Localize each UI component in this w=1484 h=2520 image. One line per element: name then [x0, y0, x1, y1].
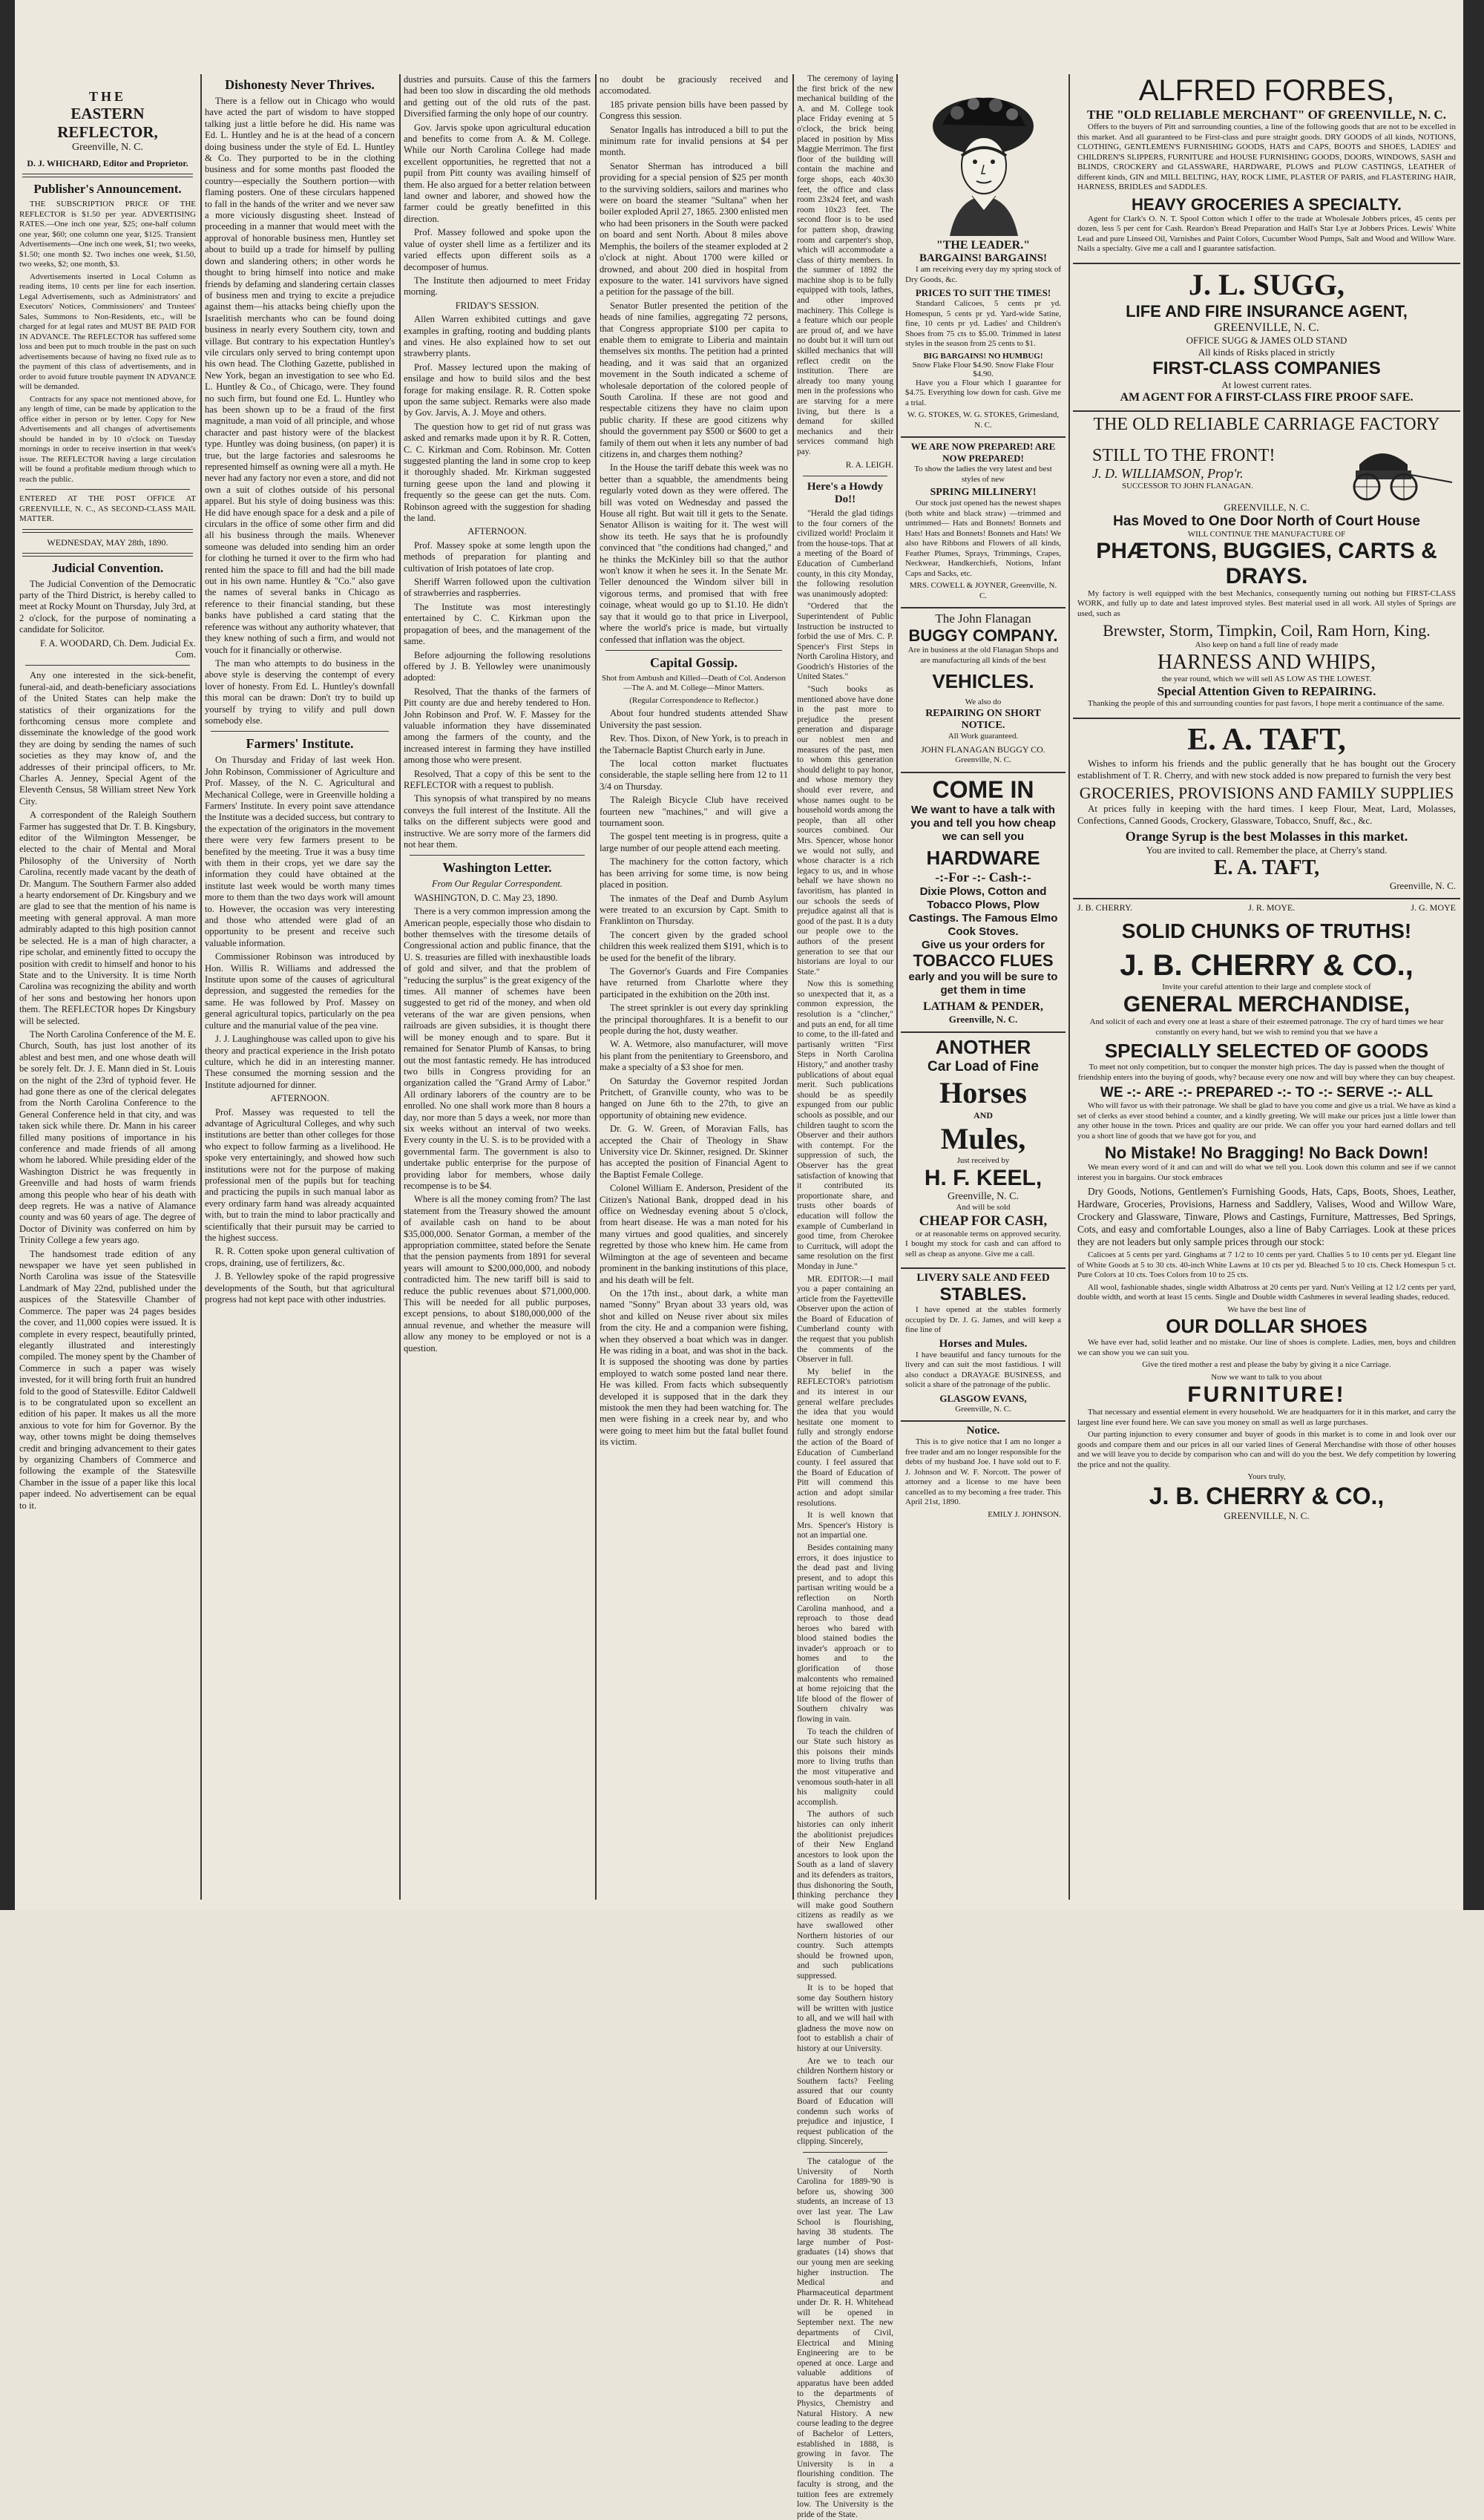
- sold: And will be sold: [956, 1203, 1011, 1212]
- article-text: Are we to teach our children Northern history or Southern facts? Feeling assured that our county Board of Education will condemn such works of prejudice and injustice, I request publication of the clipping. Sincerely,: [797, 2056, 893, 2147]
- divider: [803, 2152, 887, 2153]
- forbes-heavy: HEAVY GROCERIES A SPECIALTY.: [1132, 194, 1402, 214]
- sugg-agent: AM AGENT FOR A FIRST-CLASS FIRE PROOF SAFE.: [1120, 390, 1414, 404]
- big-bargains: BIG BARGAINS! NO HUMBUG!: [923, 351, 1043, 361]
- stables-heading: STABLES.: [939, 1284, 1027, 1305]
- ad-text: To show the ladies the very latest and best styles of new: [914, 465, 1052, 484]
- carriage-springs: Brewster, Storm, Timpkin, Coil, Ram Horn, King.: [1103, 621, 1431, 640]
- buggy-icon: [1337, 435, 1456, 502]
- ad-text: Who will favor us with their patronage. We shall be glad to have you come and give us a trial. We have as kind a set of clerks as ever stood behind a counter, and a kindly greeting. We will make our prices just a little lower than any other house in the town. Prices and quality are our pride. We can offer you your hard earned dollars and tell you a short line of goods that we have got for you, and: [1077, 1101, 1456, 1141]
- ad-text: Give the tired mother a rest and please the baby by giving it a nice Carriage.: [1142, 1360, 1391, 1369]
- mules-heading: Mules,: [940, 1121, 1026, 1155]
- article-text: Before adjourning the following resolutions offered by J. B. Yellowley were unanimously adopted:: [404, 649, 591, 683]
- cherry-shoes: OUR DOLLAR SHOES: [1166, 1315, 1368, 1337]
- article-text: The Governor's Guards and Fire Companies have returned from Charlotte where they participated in the exhibition on the 20th inst.: [600, 965, 788, 1000]
- article-text: Commissioner Robinson was introduced by Hon. Willis R. Williams and addressed the Institute upon some of the causes of agricultural depression, and suggested the remedies for the same. He was followed by Prof. Massey on general agricultural topics, particularly on the pea culture and the manurial value of the pea vine.: [205, 951, 395, 1031]
- masthead-place: Greenville, N. C.: [71, 142, 144, 153]
- carriage-row: [1077, 435, 1456, 502]
- column-rule: [595, 74, 597, 1900]
- masthead-the: THE: [88, 89, 126, 104]
- livery-ad: [901, 1269, 1066, 1422]
- column-rule: [792, 74, 794, 1900]
- article-text: R. R. Cotten spoke upon general cultivation of crops, draining, use of fertilizers, &c.: [205, 1246, 395, 1268]
- article-text: A correspondent of the Raleigh Southern Farmer has suggested that Dr. T. B. Kingsbury, editor of the Wilmington Messenger, be elected to the chair of Mental and Moral Philosophy of the University of North Carolina, recently made vacant by the death of Dr. Mangum. The Southern Farmer also added a hearty endorsement of Dr. Kingsbury and we are glad to see that the mention of his name is meeting with general approval. A man more admirably adapted to this high position cannot be selected. He is a man of high character, a ripe scholar, and eminently fitted to occupy the position with credit to himself and honor to his State and to the University. It is time North Carolina was recognizing the ability and worth of her sons and bestowing her honors upon them. The REFLECTOR hopes Dr Kingsbury will be selected.: [19, 810, 196, 1026]
- column-7-ads: [1073, 71, 1460, 1897]
- cherry-talk: Now we want to talk to you about: [1211, 1372, 1322, 1382]
- for-cash: -:-For -:- Cash-:-: [935, 869, 1031, 885]
- carriage-harness: HARNESS AND WHIPS,: [1157, 650, 1376, 674]
- flanagan-title: The John Flanagan: [935, 611, 1031, 626]
- article-text: On the 17th inst., about dark, a white man named "Sonny" Bryan about 33 years old, was shot and killed on Neuse river about six miles from the city. He and a companion were fishing, when they observed a boat which was in danger. He was riding in a boat, and was shot in the back. It is supposed the shooting was done by parties employed to watch some posted land near there. He was killed. From facts which subsequently developed it is supposed that in the dark they mistook the men they had been watching for. The men were fishing in a creek near by, and who were going to meet him but the fatal bullet found its victim.: [600, 1287, 788, 1448]
- sugg-place: GREENVILLE, N. C.: [1214, 321, 1319, 334]
- article-text: To teach the children of our State such history as this poisons their minds more to living truths than the most vituperative and venomous south-hater in all his malignity could accomplish.: [797, 1727, 893, 1807]
- article-text: Prof. Massey followed and spoke upon the value of oyster shell lime as a fertilizer and its varied effects upon different soils as a decomposer of humus.: [404, 227, 591, 272]
- announce-text2: Advertisements inserted in Local Column as reading items, 10 cents per line for each insertion. Legal Advertisements, such as Administrators' and Executors' Notices, Commissioners' and Trustees' Sales, Summons to Non-Residents, etc., will be charged for at legal rates and MUST BE PAID FOR IN ADVANCE. The REFLECTOR has suffered some loss and been put to much trouble in the past on such advertisements because of having no fixed rule as to the payment of this class of advertisements, and in order to avoid future trouble payment IN ADVANCE will be demanded.: [19, 272, 196, 391]
- judicial-sign: F. A. WOODARD, Ch. Dem. Judicial Ex. Com.: [39, 637, 196, 660]
- latham-place: Greenville, N. C.: [948, 1013, 1018, 1025]
- another-heading: ANOTHER: [935, 1035, 1031, 1058]
- article-text: Senator Sherman has introduced a bill providing for a special pension of $25 per month to the surviving soldiers, sailors and marines who were on board the steamer "Sultana" when her boiler exploded April 27, 1865. 2300 enlisted men who had been prisoners in the South were packed on board and sent North. About 8 miles above Memphis, the boilers of the steamer exploded at 2 o'clock at night. About 1700 were killed or drowned, and about 200 died in hospital from exposure to the water. 141 survivors have signed a petition for the passage of the bill.: [600, 160, 788, 298]
- article-text: Any one interested in the sick-benefit, funeral-aid, and death-beneficiary associations of the United States can help make the statistics of their organizations for the forthcoming census more complete and disseminate the knowledge of the good work they are doing by sending the names of such societies as they may know of, and the addresses of their principal officers, to Mr. Charles A. Jenney, Special Agent of the Eleventh Census, 58 William street New York City.: [19, 670, 196, 807]
- article-text: The machinery for the cotton factory, which has been arriving for some time, is now being placed in position.: [600, 856, 788, 890]
- article-text: On Thursday and Friday of last week Hon. John Robinson, Commissioner of Agriculture and Prof. Massey, of the N. C. Agricultural and Mechanical College, were in Greenville holding a Farmers' Institute. In every point save attendance the Institute was a decided success, but contrary to the expectation of the originators in the movement there were very few farmers present to be benefited by the meeting. True it was a busy time with them in their crops, yet we dare say the information they could have obtained at the institute last week would be worth many times more to them than the two days work will amount to. However, the occasion was very interesting and those who attended were glad of an opportunity to be present and receive such valuable information.: [205, 755, 395, 948]
- masthead-name: EASTERN REFLECTOR,: [57, 105, 158, 141]
- horses-ad: [901, 1033, 1066, 1270]
- washington-date: WASHINGTON, D. C. May 23, 1890.: [414, 892, 558, 903]
- announce-text3: Contracts for any space not mentioned above, for any length of time, can be made by application to the office either in person or by letter. Copy for New Advertisements and all changes of advertisements should be handed in by 10 o'clock on Tuesday mornings in order to receive insertion in that week's issue. The REFLECTOR having a large circulation will be found a profitable medium through which to reach the public.: [19, 394, 196, 484]
- washington-sub: From Our Regular Correspondent.: [431, 879, 563, 890]
- article-text: The man who attempts to do business in the above style is deserving the contempt of every lover of honesty. From Ed. L. Huntley's downfall this moral can be drawn: Don't try to build up yourself by trying to vilify and pull down somebody else.: [205, 657, 395, 726]
- cherry-name: J. B. CHERRY & CO.,: [1120, 948, 1414, 982]
- farmers-title: Farmers' Institute.: [246, 736, 354, 752]
- ad-text: Our stock just opened has the newest shapes (both white and black straw) —trimmed and untrimmed— Hats and Bonnets! Bonnets and Hats! Hats and Bonnets! Bonnets and Hats! We also have Ribbons and Flowers of all kinds, Feather Plumes, Sprays, Trimmings, Crapes, Neckwear, Handkerchiefs, Notions, Infant Caps and Sacks, etc.: [905, 499, 1061, 578]
- article-text: The gospel tent meeting is in progress, quite a large number of our people attend each meeting.: [600, 831, 788, 853]
- millinery-ad: [901, 438, 1066, 608]
- flanagan-sign: JOHN FLANAGAN BUGGY CO.: [921, 744, 1045, 755]
- taft-orange: Orange Syrup is the best Molasses in this market.: [1125, 828, 1408, 844]
- partner-name: J. G. MOYE: [1411, 902, 1456, 913]
- leader-ad: [901, 82, 1066, 438]
- column-rule: [200, 74, 202, 1900]
- cherry-chunks: SOLID CHUNKS OF TRUTHS!: [1121, 919, 1412, 942]
- article-text: "Herald the glad tidings to the four corners of the civilized world! Proclaim it from the house-tops. That at a meeting of the Board of Education of Cumberland county, in this city Monday, the following resolution was unanimously adopted:: [797, 508, 893, 599]
- article-text: The concert given by the graded school children this week realized them $191, which is to be used for the benefit of the library.: [600, 929, 788, 963]
- article-text: "Such books as mentioned above have done in the past more to prejudice the present generation and disparage our noblest men and measures of the past, men to whom this generation should delight to pay honor, and whose memory they should ever revere, and whose names ought to be household words among the people, than all other sources combined. Our Mrs. Spencer, whose honor we would not sully, and whose character is a rich legacy to us, and in whose behalf we have shown no favoritism, has planted in our schools the seeds of prejudice against all that is good of the past. It is a duty our people owe to the authors of the present generation to see that our historians are loyal to our State.": [797, 685, 893, 977]
- prices-title: PRICES TO SUIT THE TIMES!: [915, 287, 1051, 298]
- judicial-text: The Judicial Convention of the Democratic party of the Third District, is hereby called to meet at Rocky Mount on Thursday, July 3rd, at 2 o'clock, for the purpose of nominating a candidate for Solicitor.: [19, 578, 196, 635]
- ad-text: To meet not only competition, but to conquer the monster high prices. The day is passed when the thought of friendship enters into the buying of goods, why? because every one now and will buy where they can buy cheapest.: [1078, 1063, 1455, 1082]
- column-6-ads: [901, 82, 1066, 1907]
- article-text: Prof. Massey spoke at some length upon the methods of preparation for planting and cultivation of Irish potatoes of late crop.: [404, 539, 591, 574]
- ad-text: All wool, fashionable shades, single width Albatross at 20 cents per yard. Nun's Veiling at 12 1/2 cents per yard, double width, and worth at least 15 cents. Single and Double width Cashmeres in several leading shades, reduced.: [1077, 1282, 1456, 1302]
- leader-caption: "THE LEADER.": [936, 239, 1031, 252]
- cowell-sign: MRS. COWELL & JOYNER, Greenville, N. C.: [909, 581, 1057, 600]
- announce-text: THE SUBSCRIPTION PRICE OF THE REFLECTOR is $1.50 per year. ADVERTISING RATES.—One inch one year, $25; one-half column one year, $60; one column one year, $125. Transient Advertisements—One inch one week, $1; two weeks, $1.50; one month $2. Two inches one week, $1.50, two weeks, $2; one month, $3.: [19, 200, 196, 269]
- flanagan-place: Greenville, N. C.: [955, 755, 1011, 764]
- forbes-ad: [1073, 71, 1460, 264]
- cherry-general: GENERAL MERCHANDISE,: [1123, 992, 1411, 1017]
- masthead-editor: D. J. WHICHARD, Editor and Proprietor.: [27, 158, 188, 168]
- scan-border-left: [0, 0, 15, 1910]
- ad-text: Have you a Flour which I guarantee for $4.75. Everything low down for cash. Give me a trial.: [905, 378, 1061, 407]
- judicial-title: Judicial Convention.: [51, 560, 164, 575]
- ad-text: Offers to the buyers of Pitt and surrounding counties, a line of the following goods that are not to be excelled in this market. And all guaranteed to be First-class and pure straight goods. DRY GOODS of all kinds, NOTIONS, CLOTHING, GENTLEMEN'S FURNISHING GOODS, HATS and CAPS, BOOTS and SHOES, LADIES' and CHILDREN'S SLIPPERS, FURNITURE and HOUSE FURNISHING GOODS, DOORS, WINDOWS, SASH and BLINDS, CROCKERY and GLASSWARE, HARDWARE, PLOWS and PLOW CASTINGS, LEATHER of different kinds, GIN and MILL BELTING, HAY, ROCK LIME, PLASTER OF PARIS, and FLASTERING HAIR, HARNESS, BRIDLES and SADDLES.: [1077, 122, 1456, 191]
- latham-sign: LATHAM & PENDER,: [923, 1000, 1043, 1013]
- article-text: Besides containing many errors, it does injustice to the dead past and living present, and to adopt this partisan writing would be a reflection on North Carolina manhood, and a reproach to those dead heroes who bared with blood stained bodies the invader's approach or to homes and to the glorification of those malcontents who remained at home rejoicing that the life blood of the flower of Southern chivalry was flowing in vain.: [797, 1543, 893, 1725]
- sugg-risks: All kinds of Risks placed in strictly: [1198, 346, 1336, 358]
- article-text: The inmates of the Deaf and Dumb Asylum were treated to an excursion by Capt. Smith to Franklinton on Thursday.: [600, 893, 788, 927]
- ad-text: At prices fully in keeping with the hard times. I keep Flour, Meat, Lard, Molasses, Confections, Canned Goods, Crockery, Glassware, Tobacco, Snuff, &c., &c.: [1077, 802, 1456, 826]
- scan-border-right: [1463, 0, 1484, 1910]
- washington-title: Washington Letter.: [442, 860, 552, 876]
- woman-portrait-icon: [928, 88, 1039, 236]
- cherry-invite: Invite your careful attention to their large and complete stock of: [1162, 982, 1371, 991]
- ad-text: Thanking the people of this and surrounding counties for past favors, I hope merit a continuance of the same.: [1088, 699, 1445, 708]
- article-text: Dr. G. W. Green, of Moravian Falls, has accepted the Chair of Theology in Shaw University vice Dr. Skinner, resigned. Dr. Skinner has accepted the position of Financial Agent to the Baptist Female College.: [600, 1123, 788, 1180]
- ad-text: I have beautiful and fancy turnouts for the livery and can suit the most fastidious. I will also conduct a DRAYAGE BUSINESS, and solicit a share of the patronage of the public.: [905, 1350, 1061, 1389]
- article-text: The North Carolina Conference of the M. E. Church, South, has just lost another of its ablest and best men, and one whose death will be sorely felt. Dr. J. E. Mann died in St. Louis on the night of the 23rd of typhoid fever. He had gone there as one of the clerical delegates from the North Carolina Conference to the General Conference held in that city, and was taken sick while there. Dr. Mann in his career filled many positions of importance in his conference and made friends of all among whom he labored. While presiding elder of the Washington District he was frequently in Greenville and had hosts of warm friends among this people who hear of his death with deep regrets. He was a native of Alamance county and was 60 years of age. The degree of Doctor of Divinity was conferred on him by Trinity College a few years ago.: [19, 1028, 196, 1246]
- carriage-info: [1077, 446, 1337, 490]
- flues-heading: TOBACCO FLUES: [913, 951, 1054, 970]
- cherry-best: We have the best line of: [1227, 1305, 1306, 1314]
- vehicles-heading: VEHICLES.: [932, 670, 1034, 692]
- article-text: My belief in the REFLECTOR's patriotism and its interest in our general welfare precludes the idea that you would hesitate one moment to fully and strongly endorse the action of the Board of Education of Cumberland county. I feel assured that the Board of Education of Pitt will commend this action and adopt similar resolutions.: [797, 1367, 893, 1508]
- taft-invite: You are invited to call. Remember the place, at Cherry's stand.: [1146, 844, 1388, 856]
- article-text: Sheriff Warren followed upon the cultivation of strawberries and raspberries.: [404, 577, 591, 599]
- car-load: Car Load of Fine: [928, 1058, 1039, 1074]
- flour-price: Snow Flake Flour $4.90. Snow Flake Flour $4.90.: [912, 360, 1054, 378]
- article-text: On Saturday the Governor respited Jordan Pritchett, of Granville county, who was to be hanged on June 6th to the 27th, to give an opportunity of obtaining new evidence.: [600, 1075, 788, 1120]
- taft-place: Greenville, N. C.: [1389, 879, 1456, 891]
- howdy-title: Here's a Howdy Do!!: [807, 480, 884, 505]
- bargains-heading: BARGAINS! BARGAINS!: [919, 252, 1048, 264]
- section-label: AFTERNOON.: [270, 1093, 329, 1104]
- divider: [605, 650, 782, 651]
- cheap-heading: CHEAP FOR CASH,: [919, 1213, 1048, 1229]
- divider: [22, 553, 193, 557]
- gossip-title: Capital Gossip.: [649, 654, 738, 670]
- and-word: AND: [974, 1109, 993, 1120]
- dishonesty-title: Dishonesty Never Thrives.: [225, 77, 375, 92]
- section-label: FRIDAY'S SESSION.: [455, 300, 539, 311]
- column-rule: [1068, 74, 1070, 1900]
- sugg-office: OFFICE SUGG & JAMES OLD STAND: [1186, 334, 1347, 346]
- column-3: [404, 74, 591, 1900]
- notice-ad: [901, 1422, 1066, 1523]
- section-label: AFTERNOON.: [467, 526, 527, 537]
- ad-text: Dry Goods, Notions, Gentlemen's Furnishing Goods, Hats, Caps, Boots, Shoes, Leather, Hardware, Groceries, Provisions, Harness and Saddlery, Valises, Wood and Willow Ware, Crockery and Glassware, Tinware, Plows and Castings, Furniture, Mattresses, Bed Springs, Cots, and easy and comfortable Lounges, also a line of Baby Carriages. Look at these prices they are not leaders but only sample prices through our stock:: [1077, 1186, 1456, 1247]
- guaranteed: All Work guaranteed.: [948, 731, 1019, 741]
- ad-text: This is to give notice that I am no longer a free trader and am no longer responsible for the debts of my husband Joe. I have sold out to F. J. Johnson and W. F. Norcott. The power of attorney and a license to me have been cancelled as to my becoming a free trader. This April 21st, 1890.: [905, 1437, 1061, 1506]
- hardware-ad: [901, 773, 1066, 1033]
- carriage-successor: SUCCESSOR TO JOHN FLANAGAN.: [1122, 481, 1253, 490]
- article-text: MR. EDITOR:—I mail you a paper containing an article from the Fayetteville Observer upon the action of the Board of Education of Cumberland county with the request that you publish the comments of the Observer in full.: [797, 1274, 893, 1365]
- ad-text: or at reasonable terms on approved security. I bought my stock for cash and can afford to sell as cheap as anyone. Give me a call.: [905, 1229, 1061, 1259]
- cherry-special: SPECIALLY SELECTED OF GOODS: [1104, 1040, 1429, 1062]
- ad-text: early and you will be sure to get them in time: [908, 970, 1058, 997]
- carriage-also: Also keep on hand a full line of ready made: [1195, 640, 1339, 649]
- cherry-place: GREENVILLE, N. C.: [1224, 1509, 1310, 1521]
- glasgow-sign: GLASGOW EVANS,: [939, 1392, 1027, 1404]
- article-text: Senator Butler presented the petition of the heads of nine families, aggregating 72 persons, that Congress appropriate $100 per capita to enable them to emigrate to Liberia and maintain themselves six months. The petition had a printed heading, and it was said that an organized movement in the South indicated a scheme of wholesale deportation of the colored people of South Carolina. If these are not good and respectable citizens they have no claim upon public charity. If these are good citizens why should the government pay $500 or $600 to get a family of them out when it lets any number of bad citizens in, and charges them nothing?: [600, 300, 788, 459]
- article-text: The local cotton market fluctuates considerable, the staple selling here from 12 to 11 3/4 on Thursday.: [600, 758, 788, 792]
- carriage-place: GREENVILLE, N. C.: [1224, 501, 1310, 513]
- article-text: "Ordered that the Superintendent of Public Instruction be instructed to forbid the use of Mrs. C. P. Spencer's First Steps in North Carolina History, and Goodrich's Histories of the United States.": [797, 602, 893, 682]
- carriage-repair: Special Attention Given to REPAIRING.: [1157, 684, 1376, 698]
- keel-place: Greenville, N. C.: [947, 1191, 1020, 1202]
- article-text: The Institute was most interestingly entertained by C. C. Kirkman upon the propagation of bees, and the management of the same.: [404, 601, 591, 647]
- article-text: The street sprinkler is out every day sprinkling the principal thoroughfares. It is a benefit to our people during the hot, dusty weather.: [600, 1003, 788, 1036]
- article-text: About four hundred students attended Shaw University the past session.: [600, 708, 788, 730]
- ad-text: We mean every word of it and can and will do what we tell you. Look down this column and see if we cannot interest you in bargains. Our stock embraces: [1077, 1163, 1456, 1182]
- cherry-furniture: FURNITURE!: [1187, 1382, 1346, 1407]
- article-text: Colonel William E. Anderson, President of the Citizen's National Bank, dropped dead in his office on Wednesday evening about 5 o'clock, from heart disease. He was a man noted for his many virtues and good qualities, and sincerely regretted by those who knew him. He came from Wilmington at the age of seventeen and became prominent in the banking institutions of this place, and his death will be felt.: [600, 1183, 788, 1285]
- flanagan-company: BUGGY COMPANY.: [908, 626, 1058, 645]
- carriage-moved: Has Moved to One Door North of Court House: [1113, 513, 1420, 529]
- article-text: Resolved, That the thanks of the farmers of Pitt county are due and hereby tendered to Hon. John Robinson and Prof. W. F. Massey for the valuable information they have disseminated among the farmers of the county, and the increased interest in farming they have instilled among those who were present.: [404, 686, 591, 766]
- flanagan-ad: [901, 608, 1066, 773]
- article-text: The Raleigh Bicycle Club have received fourteen new "machines," and will give a tournament soon.: [600, 795, 788, 829]
- millinery-heading: SPRING MILLINERY!: [930, 487, 1037, 498]
- entered-notice: ENTERED AT THE POST OFFICE AT GREENVILLE, N. C., AS SECOND-CLASS MAIL MATTER.: [19, 494, 196, 523]
- livery-heading: LIVERY SALE AND FEED: [916, 1272, 1050, 1284]
- ad-text: Standard Calicoes, 5 cents pr yd. Homespun, 5 cents pr yd. Yard-wide Satine, fine, 10 cents pr yd. Ladies' and Children's Shoes from 75 cts to $5.00. Trimmed in latest styles in the season from 25 cents to $1.: [905, 299, 1061, 348]
- ad-text: We want to have a talk with you and tell you how cheap we can sell you: [910, 803, 1056, 843]
- prepared-heading: WE ARE NOW PREPARED! ARE NOW PREPARED!: [910, 441, 1056, 464]
- article-text: Rev. Thos. Dixon, of New York, is to preach in the Tabernacle Baptist Church early in June.: [600, 733, 788, 755]
- divider: [25, 489, 190, 490]
- sugg-first: FIRST-CLASS COMPANIES: [1152, 358, 1381, 378]
- article-text: There is a fellow out in Chicago who would have acted the part of wisdom to have stopped talking just a little before he did. His name was Ed. L. Huntley and he is at the head of a concern doing business under the style of Ed. L. Huntley & Co. They purported to be in the clothing business and for some months past flooded the country—especially the Southern portion—with flaming posters. One of these circulars happened to fall in the hands of the writer and we never saw a more viciously disgusting sheet. Instead of proceeding in a manner that would meet with the approval of honorable business men, Huntley set about to build up a trade for himself by pulling down and slandering others; in other words he thought to bring himself into notice and make friends by defaming and slandering certain classes of business men and trying to excite a prejudice against them—his attacks being chiefly upon the Israelitish merchants who can be found doing business in nearly every Southern city, town and village. But contrary to his expectation Huntley's vile circulars only served to bring contempt upon his own head. The Clothing Gazette, published in New York, began an investigation to see who Ed. L. Huntley & Co., of Chicago, were. They found no such firm, but found one Ed. L. Huntley who has been shown up to be a fraud of the first magnitude, a man void of all principle, and whose character and past history were of the blackest type. Huntley was doing business, (on paper) it is true, but the large factories and salesrooms he represented himself as owning were all a myth. He never had any factory nor even a store, and did not own a suit of clothes outside of his personal apparel. But his style of doing business was this: He did have enough space for a desk and a pile of circulars in the office of some other firm and did all his business through the mails. Whenever someone was deluded into sending him an order for clothing he turned it over to the firm who had rented him the space to fill and had the bill made out in his own name. Huntley & "Co." also gave the names of several banks in Chicago as reference to their financial standing, but these banks have published a card stating that the reference was without any authority whatever, that they knew nothing of such a firm, and would not vouch for it financially or otherwise.: [205, 96, 395, 655]
- ad-text: Are in business at the old Flanagan Shops and are manufacturing all kinds of the best: [907, 646, 1059, 665]
- article-text: It is well known that Mrs. Spencer's History is not an impartial one.: [797, 1511, 893, 1540]
- sugg-ad: [1073, 264, 1460, 412]
- article-text: It is to be hoped that some day Southern history will be written with justice to all, and we will hail with gladness the move now on foot to establish a chair of history at our University.: [797, 1983, 893, 2054]
- article-text: The catalogue of the University of North Carolina for 1889-'90 is before us, showing 300 students, an increase of 13 over last year. The Law School is flourishing, having 38 students. The large number of Post-graduates (14) shows that our young men are seeking higher instruction. The Medical and Pharmaceutical department under Dr. R. H. Whitehead will be opened in September next. The new departments of Civil, Electrical and Mining Engineering are to be opened at once. Large and valuable additions of apparatus have been added to the departments of Physics, Chemistry and Natural History. A new course leading to the degree of Bachelor of Letters, established in 1888, is growing in favor. The University is in a flourishing condition. The faculty is strong, and the tuition fees are extremely low. The University is the pride of the State.: [797, 2156, 893, 2519]
- stokes-sign: W. G. STOKES, W. G. STOKES, Grimesland, N. C.: [907, 410, 1060, 430]
- ad-text: I have opened at the stables formerly occupied by Dr. J. G. James, and will keep a fine line of: [905, 1305, 1061, 1334]
- article-text: dustries and pursuits. Cause of this the farmers had been too slow in discarding the old methods and getting out of the old ruts of the past. Diversified farming the only hope of our country.: [404, 74, 591, 119]
- article-text: Prof. Massey lectured upon the making of ensilage and how to build silos and the best forage for making ensilage. R. R. Cotten spoke upon the same subject. Remarks were also made by Gov. Jarvis, A. J. Moye and others.: [404, 361, 591, 419]
- ad-text: Dixie Plows, Cotton and Tobacco Plows, Plow Castings. The Famous Elmo Cook Stoves.: [908, 885, 1058, 938]
- cherry-prepared: WE -:- ARE -:- PREPARED -:- TO -:- SERVE -:- ALL: [1100, 1085, 1434, 1100]
- partner-name: J. B. CHERRY.: [1077, 902, 1133, 913]
- sugg-name: J. L. SUGG,: [1188, 267, 1345, 301]
- article-text: Gov. Jarvis spoke upon agricultural education and benefits to come from A. & M. College. While our North Carolina College had made excellent opportunities, he regretted that not a pupil from Pitt county was availing himself of them. He also argued for a better relation between land owner and laborer, and showed how the farmer could be greatly benefitted in this direction.: [404, 122, 591, 224]
- ad-text: Agent for Clark's O. N. T. Spool Cotton which I offer to the trade at Wholesale Jobbers prices, 45 cents per dozen, less 5 per cent for Cash. Reardon's Bread Preparation and Hall's Star Lye at Jobbers Prices. Lewis' White Lead and pure Linseed Oil, Varnishes and Paint Colors, Cucumber Wood Pumps, Salt and Wood and Willow Ware. Nails a specialty. Give me a call and I guarantee satisfaction.: [1077, 214, 1456, 253]
- carriage-low: the year round, which we will sell AS LOW AS THE LOWEST.: [1161, 674, 1372, 683]
- ad-text: My factory is well equipped with the best Mechanics, consequently turning out nothing but FIRST-CLASS WORK, and fully up to date and latest improved styles. Best material used in all work. All styles of Springs are used, such as: [1077, 588, 1456, 618]
- article-text: The authors of such histories can only inherit the abolitionist prejudices of their New England ancestors to look upon the South as a land of slavery and its defenders as traitors, thus dishonoring the South, thinking perchance they will make good Southern citizens as readily as we have swallowed other Northern histories of our country. Such attempts should be frowned upon, and such publications suppressed.: [797, 1810, 893, 1981]
- article-text: Where is all the money coming from? The last statement from the Treasury showed the amount of available cash on hand to be about $35,000,000. Senator Gorman, a member of the appropriation committee, stated before the Senate that the pension payments from 1891 for several years will amount to $200,000,000, and nobody contradicted him. The new tariff bill is said to reduce the public revenues about $71,000,000. This will be needed for all public purposes, except pensions, to about $180,000,000 of the annual revenue, and whether the measure will allow any money to be employed or not is a question.: [404, 1194, 591, 1353]
- ad-text: We have ever had, solid leather and no mistake. Our line of shoes is complete. Ladies, men, boys and children we can show you we can suit you.: [1077, 1338, 1456, 1357]
- notice-sign: EMILY J. JOHNSON.: [988, 1509, 1061, 1519]
- announce-title: Publisher's Announcement.: [33, 182, 182, 196]
- article-text: The handsomest trade edition of any newspaper we have yet seen published in North Carolina was issue of the Statesville Landmark of May 22nd, published under the auspices of the Statesville Chamber of Commerce. The paper was 24 pages besides the cover, and 11,000 copies were issued. It is complete in every respect, beautifully printed, elegantly illustrated and interestingly compiled. The money spent by the Chamber of Commerce in such a paper was wisely invested, for it will bring forth fruit an hundred fold to the good of Statesville. Editor Caldwell is to be congratulated upon so excellent an edition of his paper. It makes us all the more anxious to vote for him for Governor. By the way, other towns might be doing themselves credit and bringing advancement to their gates by organizing Chambers of Commerce and following the example of the Statesville Chamber in the issue of a paper like this local paper indeed. No advertisement can be equal to it.: [19, 1248, 196, 1511]
- forbes-name: ALFRED FORBES,: [1138, 74, 1395, 107]
- column-2: [205, 74, 395, 1900]
- article-text: This synopsis of what transpired by no means conveys the full interest of the Institute. All the talks on the different subjects were good and instructive. We are sorry more of the farmers did not hear them.: [404, 793, 591, 850]
- carriage-title: THE OLD RELIABLE CARRIAGE FACTORY: [1093, 414, 1440, 434]
- column-rule: [896, 74, 898, 1900]
- column-5: [797, 74, 893, 2519]
- ad-text: Wishes to inform his friends and the public generally that he has bought out the Grocery establishment of T. R. Cherry, and with new stock added is now prepared to furnish the very best: [1077, 757, 1456, 781]
- repairing-heading: REPAIRING ON SHORT NOTICE.: [925, 707, 1041, 731]
- article-sign: R. A. LEIGH.: [845, 460, 893, 470]
- taft-ad: [1073, 719, 1460, 899]
- divider: [410, 855, 585, 856]
- divider: [25, 665, 190, 666]
- article-text: Allen Warren exhibited cuttings and gave examples in grafting, rooting and budding plants and vines. He also explained how to set out strawberry plants.: [404, 314, 591, 359]
- article-text: In the House the tariff debate this week was no better than a squabble, the amendments being regularly voted down as they were offered. The bill was voted on Wednesday and passed the House all right. But wait till it gets to the Senate. Senator Allison is waiting for it. The west will show its teeth. He says that he is profoundly convinced that "the conditions had changed," and he thinks the McKinley bill so that the author won't know it when he sees it. In the Senate Mr. Teller denounced the Windom silver bill in vigorous terms, and promised that with free coinage, wheat would go up to $1.10. He didn't say that it would go to that price in Liverpool, where the world's price is made, but virtually confessed that inflation was the object.: [600, 462, 788, 645]
- carriage-products: PHÆTONS, BUGGIES, CARTS & DRAYS.: [1096, 538, 1437, 588]
- article-text: Prof. Massey was requested to tell the advantage of Agricultural Colleges, and why such institutions are better than other colleges for those who expect to follow farming as a livelihood. He spoke very entertainingly, and showed how such institutions were not for the purpose of making professional men of the pupils but for teaching and practicing the pupils in such manual labor as every ordinary farm hand was already acquainted with, but to train the mind to labor practically and scientifically that their pursuit may be carried to the highest success.: [205, 1106, 395, 1243]
- divider: [22, 529, 193, 533]
- cherry-partners: [1077, 902, 1456, 913]
- issue-date: WEDNESDAY, MAY 28th, 1890.: [47, 537, 168, 548]
- divider: [22, 174, 193, 177]
- carriage-ad: [1073, 412, 1460, 719]
- forbes-sub: THE "OLD RELIABLE MERCHANT" OF GREENVILLE, N. C.: [1087, 108, 1446, 122]
- also-do: We also do: [965, 698, 1002, 706]
- article-text: Now this is something so unexpected that it, as a common expression, the resolution is a "clincher," and puts an end, for all time to come, to the ill-fated and partisanly written "First Steps in North Carolina History," and another trashy publications of about equal merit. Such publications should be as speedily expunged from our public schools as possible, and our children taught to scorn the Observer and their authors with contempt. For the suppression of such, the Observer has the great satisfaction of knowing that it contributed its proportionate share, and trusts other boards of education will follow the example of Cumberland in good time, from Cherokee to Currituck, will adopt the same resolution on the first Monday in June.": [797, 980, 893, 1271]
- taft-sign: E. A. TAFT,: [1213, 856, 1320, 879]
- taft-groceries: GROCERIES, PROVISIONS AND FAMILY SUPPLIES: [1079, 783, 1454, 802]
- article-text: The Institute then adjourned to meet Friday morning.: [404, 275, 591, 298]
- horses-heading: Horses: [939, 1075, 1027, 1109]
- carriage-still: STILL TO THE FRONT!: [1092, 445, 1275, 465]
- carriage-owner: J. D. WILLIAMSON, Prop'r.: [1092, 465, 1244, 481]
- carriage-continue: WILL CONTINUE THE MANUFACTURE OF: [1187, 529, 1346, 539]
- ad-text: Our parting injunction to every consumer and buyer of goods in this market is to come in and look over our goods and compare them and our prices in all our varied lines of General Merchandise with those of other houses and we will leave you to decide by comparison who can and will do you the best. We defy competition by lowering the price and not the quality.: [1077, 1430, 1456, 1469]
- cherry-yours: Yours truly,: [1247, 1472, 1286, 1481]
- ad-text: I am receiving every day my spring stock of Dry Goods, &c.: [905, 265, 1061, 284]
- article-text: J. J. Laughinghouse was called upon to give his theory and practical experience in the Irish potato culture, which he did in an interesting manner. These consumed the morning session and the Institute adjourned for dinner.: [205, 1034, 395, 1090]
- article-text: The ceremony of laying the first brick of the new mechanical building of the A. and M. College took place Friday evening at 5 o'clock, the brick being placed in position by Miss Maggie Merrimon. The first floor of the building will contain the machine and forge shops, each 40x30 feet, the office and class room 23x24 feet, and wash room 10x23 feet. The second floor is to be used for pattern shop, drawing room and carpenter's shop, which will accommodate a class of thirty members. In the summer of 1892 the machine shop is to be fully equipped with tools, lathes, and other improved machinery. This College is a feature which our people are proud of, and we have no doubt but it will turn out skilled mechanics that will reflect credit on the institution. There are already too many young men in the professions who are starving for a mere living, but there is a demand for skilled mechanics and their services command high pay.: [797, 74, 893, 456]
- gossip-sub: Shot from Ambush and Killed—Death of Col. Anderson—The A. and M. College—Minor Matters.: [601, 673, 787, 693]
- article-text: J. B. Yellowley spoke of the rapid progressive developments of the South, but that agricultural progress had not kept pace with other industries.: [205, 1271, 395, 1305]
- article-text: There is a very common impression among the American people, especially those who disdain to bother themselves with the tiresome details of Congressional action and public finance, that the U. S. treasuries are filled with inexhaustible loads of gold and silver, and that the problem of "reducing the surplus" is the great exigency of the times. All manner of schemes have been suggested to get rid of the money, and when old veterans of the war are given pensions, when railroads are given subsidies, it is thought there will be money enough and to spare. But it remained for Senator Plumb of Kansas, to bring out the most fantastic remedy. He has introduced two bills in Congress providing for an organization called the "Grand Army of Labor." All ordinary laborers of the country are to be enrolled. No one shall work more than 8 hours a day, nor more than 5 days a week, nor more than six weeks without an interval of two weeks. Every county in the U. S. is to be provided with a governmental farm. The government is also to undertake public enterprise for the purpose of providing labor for members, whose daily recompense is to be $4.: [404, 906, 591, 1191]
- column-rule: [399, 74, 401, 1900]
- keel-name: H. F. KEEL,: [924, 1166, 1043, 1190]
- column-4: [600, 74, 788, 1900]
- ad-text: That necessary and essential element in every household. We are headquarters for it in this market, and carry the largest line ever found here. We can save you money on small as well as large purchases.: [1077, 1408, 1456, 1427]
- ad-text: And solicit of each and every one at least a share of their esteemed patronage. The cry of hard times we hear constantly on every hand, but we wish to remind you that we have a: [1089, 1017, 1444, 1037]
- hardware-heading: HARDWARE: [926, 846, 1040, 869]
- ad-text: Give us your orders for: [922, 938, 1045, 951]
- article-text: no doubt be graciously received and accomodated.: [600, 74, 788, 96]
- horses-mules: Horses and Mules.: [939, 1337, 1028, 1350]
- ad-text: Calicoes at 5 cents per yard. Ginghams at 7 1/2 to 10 cents per yard. Challies 5 to 10 cents per yd. Elegant line of White Goods at 5 to 30 cts. 40-inch White Lawns at 10 cts per yd. Bleached 5 to 10 cts. Check Homespun 5 ct. Pure Colors at 10 cts. Toes Colors from 10 to 25 cts.: [1077, 1250, 1456, 1279]
- divider: [211, 731, 389, 732]
- article-text: Resolved, That a copy of this be sent to the REFLECTOR with a request to publish.: [404, 768, 591, 790]
- gossip-corr: (Regular Correspondence to Reflector.): [629, 695, 758, 705]
- come-in-heading: COME IN: [932, 775, 1034, 803]
- cherry-sign: J. B. CHERRY & CO.,: [1149, 1482, 1385, 1509]
- article-text: Senator Ingalls has introduced a bill to put the minimum rate for invalid pensions at $4 per month.: [600, 124, 788, 158]
- partner-name: J. R. MOYE.: [1248, 902, 1296, 913]
- notice-heading: Notice.: [966, 1425, 1000, 1437]
- cherry-ad: [1073, 899, 1460, 1525]
- taft-name: E. A. TAFT,: [1187, 722, 1346, 757]
- received: Just received by: [956, 1155, 1010, 1165]
- glasgow-place: Greenville, N. C.: [955, 1404, 1011, 1414]
- column-1: [19, 89, 196, 1914]
- article-text: 185 private pension bills have been passed by Congress this session.: [600, 99, 788, 122]
- cherry-mistake: No Mistake! No Bragging! No Back Down!: [1104, 1143, 1429, 1162]
- article-text: W. A. Wetmore, also manufacturer, will move his plant from the penitentiary to Greensboro, and make a specialty of a $3 shoe for men.: [600, 1039, 788, 1073]
- article-text: The question how to get rid of nut grass was asked and remarks made upon it by R. R. Cotten, C. C. Kirkman and Com. Robinson. Mr. Cotten suggested planting the land in some crop to keep it thoroughly shaded. Mr. Kirkman suggested turning geese upon the land and plowing it frequently so the geese can get the nuts. Com. Robinson agreed with the suggestion for shading the land.: [404, 421, 591, 524]
- sugg-rates: At lowest current rates.: [1221, 378, 1312, 390]
- sugg-title: LIFE AND FIRE INSURANCE AGENT,: [1126, 301, 1408, 321]
